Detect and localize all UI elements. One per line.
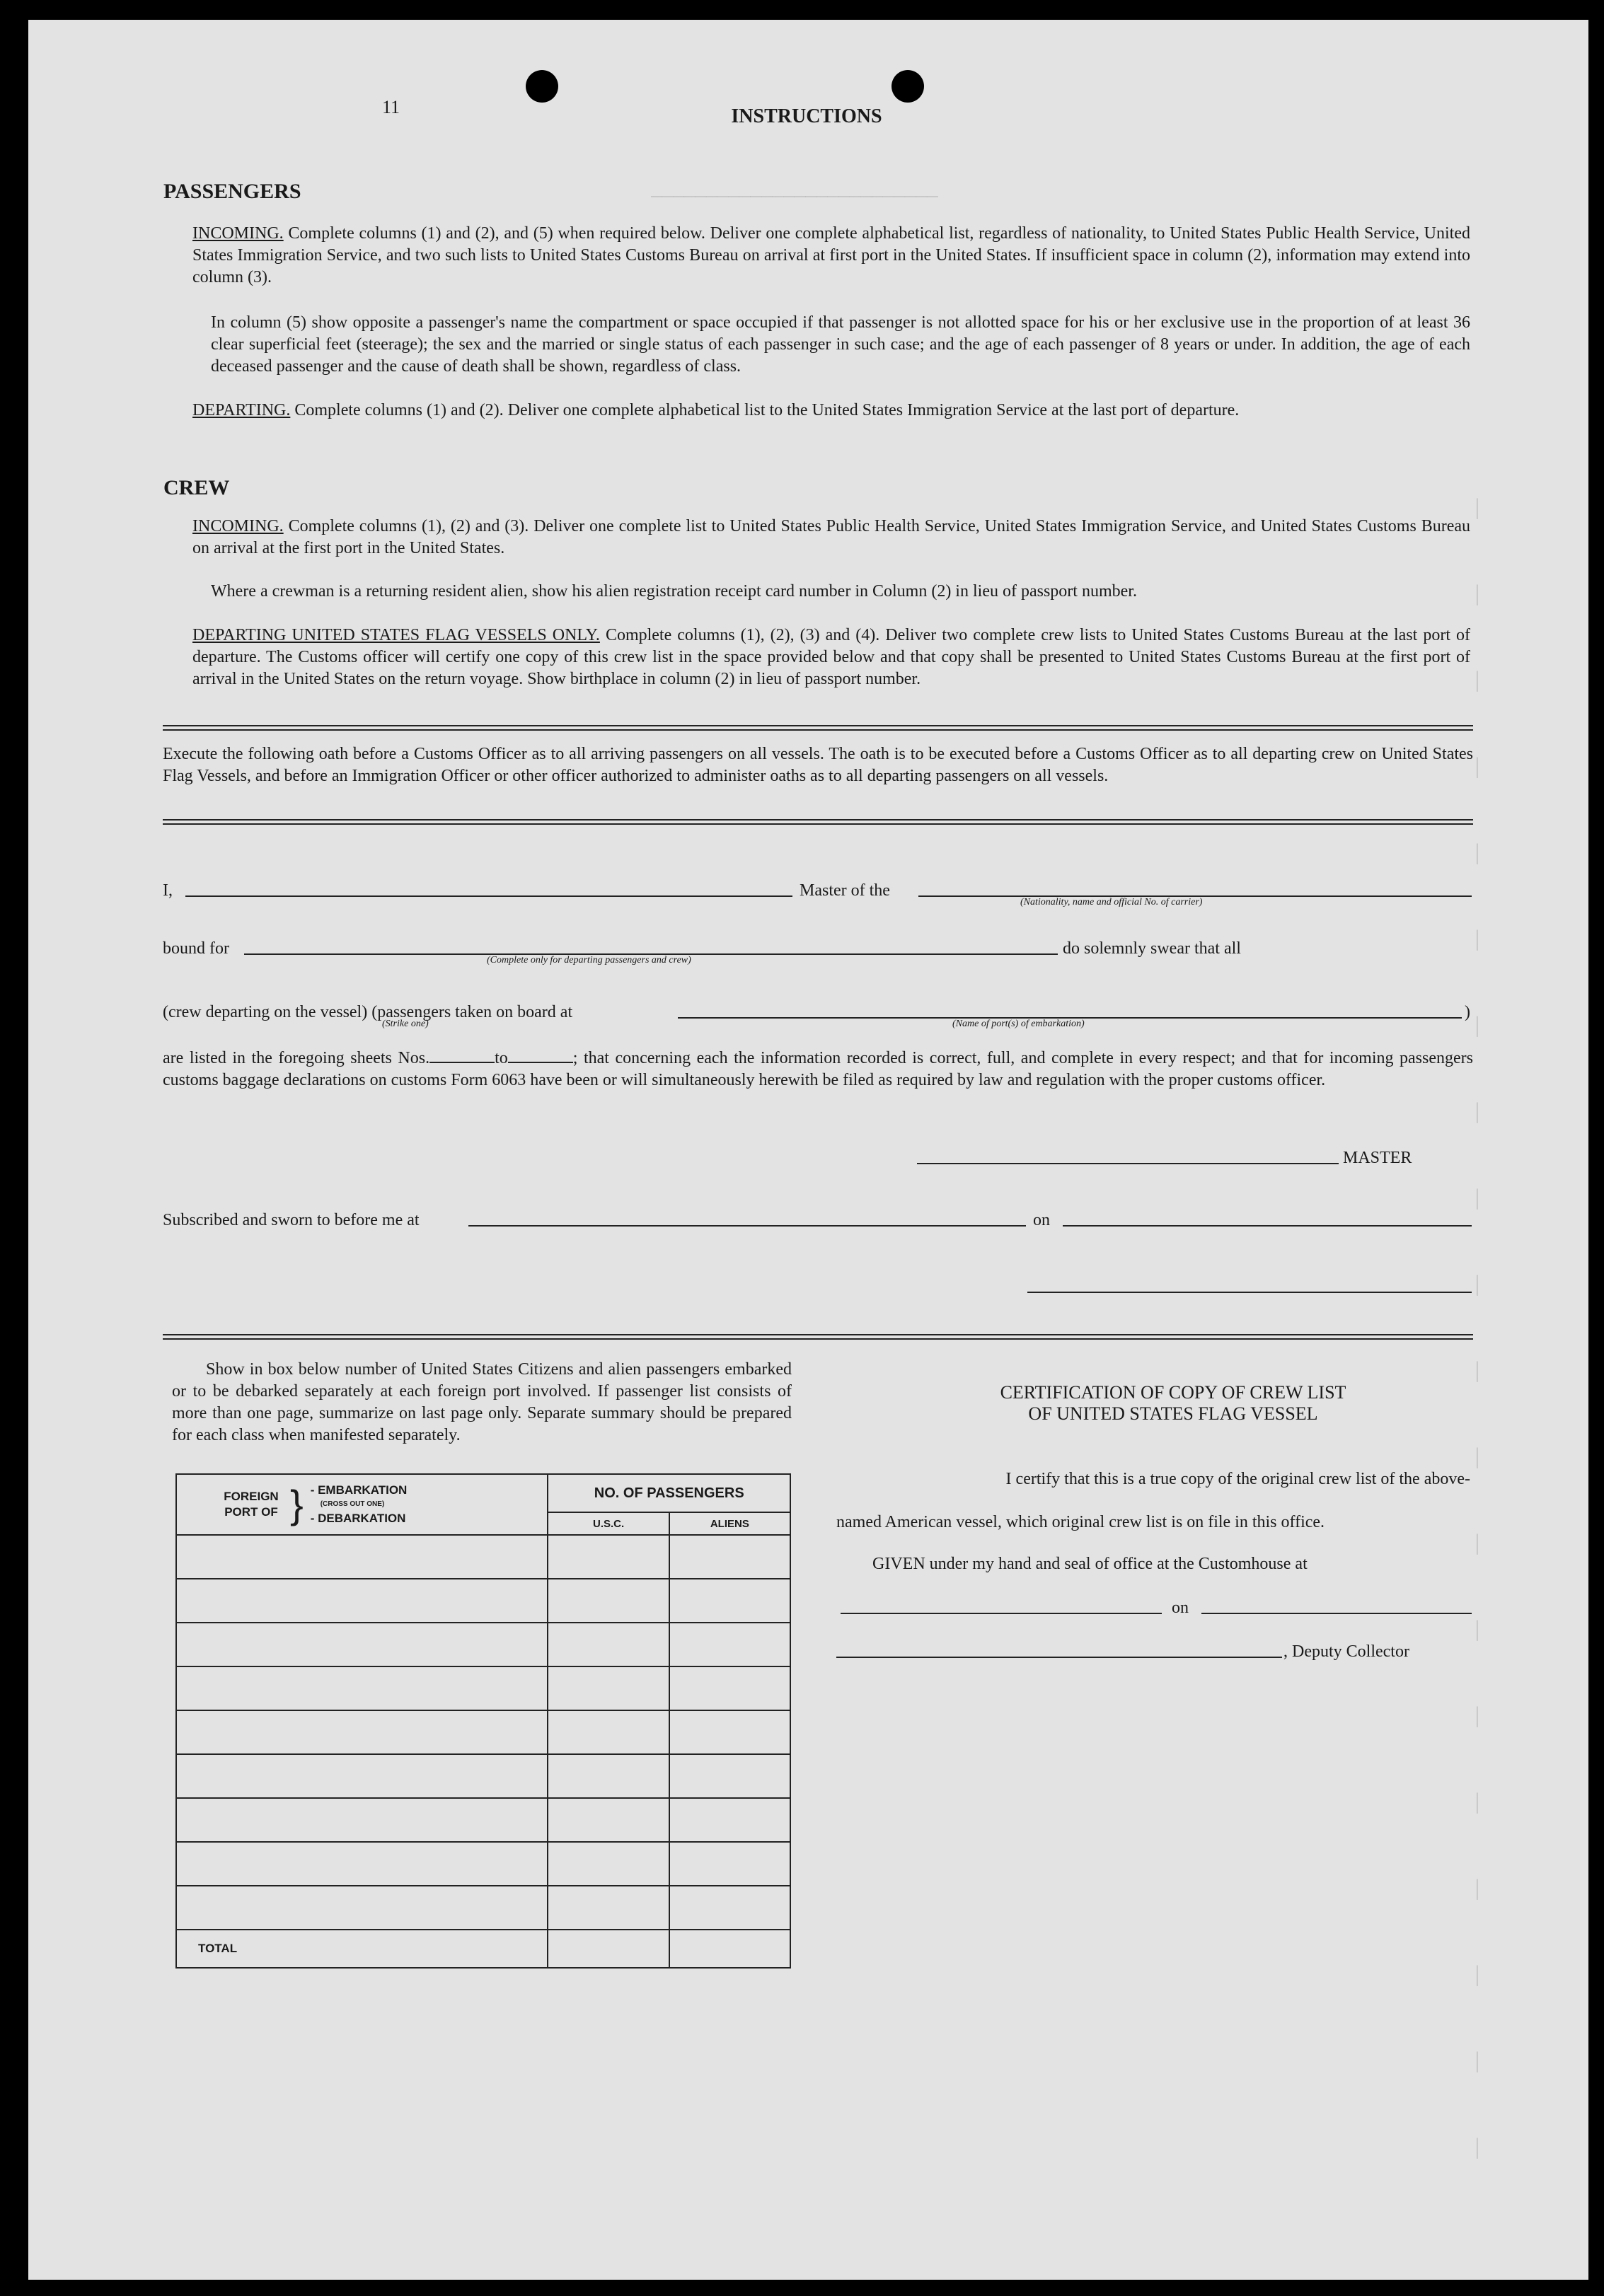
crew-departing-label: DEPARTING UNITED STATES FLAG VESSELS ONLY. [192, 626, 600, 644]
certify-text-a: I certify that this is a true copy of the original crew list of the above- [1005, 1470, 1470, 1488]
page-title: INSTRUCTIONS [731, 105, 882, 127]
table-row [176, 1710, 790, 1754]
usc-cell[interactable] [548, 1623, 669, 1666]
crew-incoming-label: INCOMING. [192, 517, 284, 535]
aliens-cell[interactable] [669, 1886, 790, 1930]
usc-cell[interactable] [548, 1579, 669, 1623]
crew-passengers-label: (crew departing on the vessel) (passengers taken on board at [163, 1003, 573, 1021]
separator-double-line [163, 1334, 1473, 1340]
usc-cell[interactable] [548, 1886, 669, 1930]
table-row [176, 1754, 790, 1798]
table-row [176, 1666, 790, 1710]
page-number: 11 [382, 97, 400, 117]
strike-one-note: (Strike one) [382, 1019, 429, 1029]
officer-signature-field[interactable] [1027, 1292, 1472, 1293]
master-name-field[interactable] [185, 895, 792, 897]
aliens-cell[interactable] [669, 1535, 790, 1579]
passengers-departing-paragraph [192, 400, 1470, 422]
listed-paragraph [163, 1048, 1473, 1091]
usc-cell[interactable] [548, 1535, 669, 1579]
aliens-header: ALIENS [669, 1512, 790, 1535]
summary-paragraph: Show in box below number of United States Citizens and alien passengers embarked or to be debarked separately at each foreign port involved. If passenger list consists of more than one page, summarize on last page only. Separate summary should be prepared for each class when manifested separately. [172, 1360, 792, 1444]
customhouse-field[interactable] [841, 1613, 1162, 1614]
port-cell[interactable] [176, 1842, 548, 1886]
ports-note: (Name of port(s) of embarkation) [952, 1019, 1085, 1029]
no-of-passengers-header: NO. OF PASSENGERS [548, 1474, 790, 1512]
aliens-cell[interactable] [669, 1842, 790, 1886]
master-label: MASTER [1343, 1149, 1412, 1167]
table-row [176, 1535, 790, 1579]
departing-note: (Complete only for departing passengers and crew) [487, 955, 691, 966]
bleed-through-lines: ────────────────────────── [651, 187, 938, 208]
port-cell[interactable] [176, 1579, 548, 1623]
passenger-summary-table [175, 1473, 791, 1969]
crew-resident-paragraph: Where a crewman is a returning resident alien, show his alien registration receipt card number in Column (2) in lieu of passport number. [211, 582, 1137, 601]
brace-icon: } [290, 1482, 304, 1526]
usc-cell[interactable] [548, 1798, 669, 1842]
usc-cell[interactable] [548, 1754, 669, 1798]
sworn-on-label: on [1033, 1211, 1050, 1229]
aliens-cell[interactable] [669, 1710, 790, 1754]
passengers-incoming-paragraph [192, 223, 1470, 289]
separator-double-line [163, 819, 1473, 825]
table-row [176, 1798, 790, 1842]
given-text: GIVEN under my hand and seal of office at the Customhouse at [872, 1555, 1308, 1573]
aliens-cell[interactable] [669, 1666, 790, 1710]
master-signature-field[interactable] [917, 1163, 1339, 1164]
usc-cell[interactable] [548, 1666, 669, 1710]
aliens-cell[interactable] [669, 1754, 790, 1798]
oath-i-label: I, [163, 881, 173, 900]
table-row [176, 1579, 790, 1623]
port-cell[interactable] [176, 1754, 548, 1798]
punch-hole-right [892, 70, 924, 103]
passengers-departing-label: DEPARTING. [192, 401, 291, 419]
sheet-to-field[interactable] [508, 1049, 573, 1063]
certification-title-line1: CERTIFICATION OF COPY OF CREW LIST [1000, 1382, 1346, 1403]
foreign-port-of-label: FOREIGN PORT OF [224, 1490, 279, 1519]
table-row [176, 1842, 790, 1886]
crew-incoming-paragraph [192, 516, 1470, 559]
cross-out-one-label: (CROSS OUT ONE) [320, 1500, 385, 1508]
listed-to: to [495, 1049, 508, 1067]
table-row [176, 1886, 790, 1930]
swear-label: do solemnly swear that all [1063, 939, 1241, 958]
sworn-at-field[interactable] [468, 1225, 1026, 1227]
passengers-departing-text: Complete columns (1) and (2). Deliver one complete alphabetical list to the United States Immigration Service at the last port of departure. [294, 401, 1240, 419]
aliens-cell[interactable] [669, 1579, 790, 1623]
deputy-signature-field[interactable] [836, 1657, 1282, 1658]
port-cell[interactable] [176, 1666, 548, 1710]
usc-cell[interactable] [548, 1842, 669, 1886]
passengers-incoming-text: Complete columns (1) and (2), and (5) when required below. Deliver one complete alphabetical list, regardless of nationality, to United States Public Health Service, United States Immigration Service, and two such lists to United States Customs Bureau on arrival at first port in the United States. If insufficient space in column (2), information may extend into column (3). [192, 224, 1470, 286]
port-cell[interactable] [176, 1623, 548, 1666]
bound-for-label: bound for [163, 939, 229, 958]
separator-double-line [163, 725, 1473, 731]
port-cell[interactable] [176, 1535, 548, 1579]
subscribed-label: Subscribed and sworn to before me at [163, 1211, 420, 1229]
close-paren: ) [1465, 1003, 1470, 1021]
usc-header: U.S.C. [548, 1512, 669, 1535]
deputy-collector-label: , Deputy Collector [1283, 1642, 1409, 1661]
listed-text-b: ; that concerning each the information recorded is correct, full, and complete in every respect; and that for incoming passengers customs baggage declarations on customs Form 6063 have been or will simultaneously herewith be filed as required by law and regulation with the proper customs officer. [163, 1049, 1473, 1089]
carrier-note: (Nationality, name and official No. of carrier) [1020, 897, 1203, 908]
certification-on-label: on [1172, 1599, 1189, 1617]
aliens-cell[interactable] [669, 1623, 790, 1666]
aliens-total-cell[interactable] [669, 1930, 790, 1968]
passengers-heading: PASSENGERS [163, 180, 301, 203]
port-cell[interactable] [176, 1886, 548, 1930]
sheet-from-field[interactable] [429, 1049, 495, 1063]
port-cell[interactable] [176, 1710, 548, 1754]
passengers-column5-paragraph: In column (5) show opposite a passenger's name the compartment or space occupied if that passenger is not allotted space for his or her exclusive use in the proportion of at least 36 clear superficial feet (steerage); the sex and the married or single status of each passenger in such case; and the age of each passenger of 8 years or under. In addition, the age of each deceased passenger and the cause of death shall be shown, regardless of class. [211, 313, 1470, 376]
passengers-incoming-label: INCOMING. [192, 224, 284, 243]
table-row [176, 1623, 790, 1666]
document-page [28, 20, 1588, 2280]
certification-date-field[interactable] [1201, 1613, 1472, 1614]
listed-text-a: are listed in the foregoing sheets Nos. [163, 1049, 430, 1067]
debarkation-label: - DEBARKATION [310, 1512, 406, 1525]
certify-text-b: named American vessel, which original crew list is on file in this office. [836, 1513, 1325, 1531]
total-label: TOTAL [176, 1930, 548, 1968]
sworn-on-field[interactable] [1063, 1225, 1472, 1227]
usc-total-cell[interactable] [548, 1930, 669, 1968]
port-cell[interactable] [176, 1798, 548, 1842]
bleed-through-numbers: │ │ │ │ │ │ │ │ │ │ │ │ │ │ │ │ │ │ │ │ [1472, 498, 1483, 2159]
usc-cell[interactable] [548, 1710, 669, 1754]
crew-heading: CREW [163, 476, 230, 499]
foreign-port-header [176, 1474, 548, 1535]
crew-departing-paragraph [192, 625, 1470, 690]
crew-incoming-text: Complete columns (1), (2) and (3). Deliver one complete list to United States Public Health Service, United States Immigration Service, and United States Customs Bureau on arrival at the first port in the United States. [192, 517, 1471, 557]
oath-intro-paragraph: Execute the following oath before a Customs Officer as to all arriving passengers on all vessels. The oath is to be executed before a Customs Officer as to all departing crew on United States Flag Vessels, and before an Immigration Officer or other officer authorized to administer oaths as to all departing passengers on all vessels. [163, 745, 1473, 785]
aliens-cell[interactable] [669, 1798, 790, 1842]
table-total-row [176, 1930, 790, 1968]
certification-title-line2: OF UNITED STATES FLAG VESSEL [1028, 1403, 1318, 1424]
master-of-the-label: Master of the [800, 881, 890, 900]
punch-hole-left [526, 70, 558, 103]
crew-departing-text: Complete columns (1), (2), (3) and (4). Deliver two complete crew lists to United States Customs Bureau at the last port of departure. The Customs officer will certify one copy of this crew list in the space provided below and that copy shall be presented to United States Customs Bureau at the first port of arrival in the United States on the return voyage. Show birthplace in column (2) in lieu of passport number. [192, 626, 1470, 688]
embarkation-label: - EMBARKATION [310, 1483, 408, 1497]
